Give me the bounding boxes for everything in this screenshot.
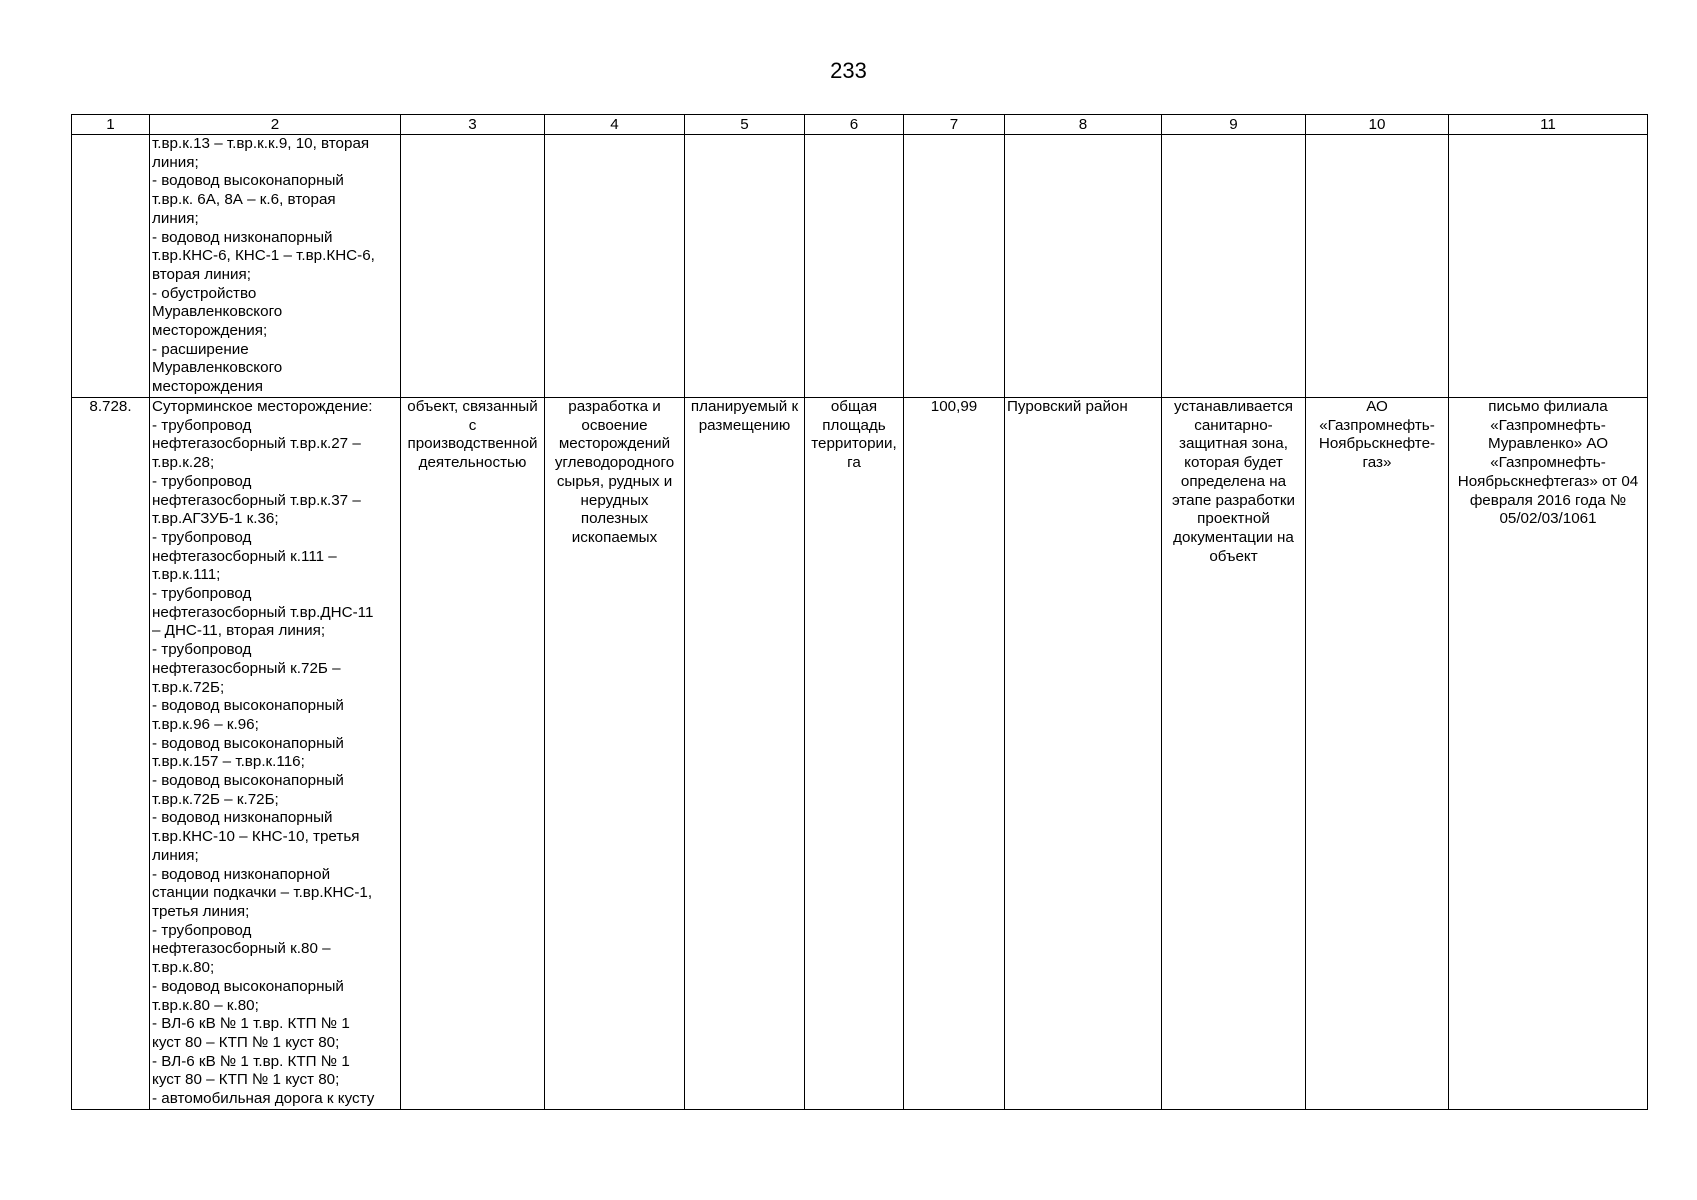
cell-object-type [401,135,545,398]
cell-characteristic [805,135,904,398]
cell-purpose: разработка и освоение месторождений углеводородного сырья, рудных и нерудных полезных ископаемых [545,398,685,1110]
column-header: 8 [1005,115,1162,135]
cell-organization: АО «Газпромнефть-Ноябрьскнефте-газ» [1306,398,1449,1110]
cell-location [1005,135,1162,398]
column-header: 9 [1162,115,1306,135]
page-number: 233 [830,58,867,83]
column-header: 11 [1449,115,1648,135]
column-header: 10 [1306,115,1449,135]
cell-object-list: Суторминское месторождение: - трубопровод нефтегазосборный т.вр.к.27 – т.вр.к.28; - трубопровод нефтегазосборный т.вр.к.37 – т.вр.АГЗУБ-1 к.36; - трубопровод нефтегазосборный к.111 – т.вр.к.111; - трубопровод нефтегазосборный т.вр.ДНС-11 – ДНС-11, вторая линия; - трубопровод нефтегазосборный к.72Б – т.вр.к.72Б; - водовод высоконапорный т.вр.к.96 – к.96; - водовод высоконапорный т.вр.к.157 – т.вр.к.116; - водовод высоконапорный т.вр.к.72Б – к.72Б; - водовод низконапорный т.вр.КНС-10 – КНС-10, третья линия; - водовод низконапорной станции подкачки – т.вр.КНС-1, третья линия; - трубопровод нефтегазосборный к.80 – т.вр.к.80; - водовод высоконапорный т.вр.к.80 – к.80; - ВЛ-6 кВ № 1 т.вр. КТП № 1 куст 80 – КТП № 1 куст 80; - ВЛ-6 кВ № 1 т.вр. КТП № 1 куст 80 – КТП № 1 куст 80; - автомобильная дорога к кусту [150,398,401,1110]
column-header: 1 [72,115,150,135]
column-header: 3 [401,115,545,135]
column-header: 2 [150,115,401,135]
table-row [72,135,1648,398]
table-row [72,398,1648,1110]
cell-characteristic: общая площадь территории, га [805,398,904,1110]
column-header: 5 [685,115,805,135]
cell-basis: письмо филиала «Газпромнефть-Муравленко» АО «Газпромнефть-Ноябрьскнефтегаз» от 04 февраля 2016 года № 05/02/03/1061 [1449,398,1648,1110]
cell-zone: устанавливается санитарно-защитная зона, которая будет определена на этапе разработки проектной документации на объект [1162,398,1306,1110]
column-header: 6 [805,115,904,135]
cell-number [72,135,150,398]
cell-zone [1162,135,1306,398]
cell-status [685,135,805,398]
cell-status: планируемый к размещению [685,398,805,1110]
cell-organization [1306,135,1449,398]
column-header: 7 [904,115,1005,135]
cell-number: 8.728. [72,398,150,1110]
cell-basis [1449,135,1648,398]
column-header: 4 [545,115,685,135]
register-table [71,114,1648,1110]
header-row [72,115,1648,135]
cell-area-value: 100,99 [904,398,1005,1110]
cell-purpose [545,135,685,398]
cell-location: Пуровский район [1005,398,1162,1110]
cell-object-list: т.вр.к.13 – т.вр.к.к.9, 10, вторая линия; - водовод высоконапорный т.вр.к. 6А, 8А – к.6, вторая линия; - водовод низконапорный т.вр.КНС-6, КНС-1 – т.вр.КНС-6, вторая линия; - обустройство Муравленковского месторождения; - расширение Муравленковского месторождения [150,135,401,398]
cell-area-value [904,135,1005,398]
cell-object-type: объект, связанный с производственной деятельностью [401,398,545,1110]
